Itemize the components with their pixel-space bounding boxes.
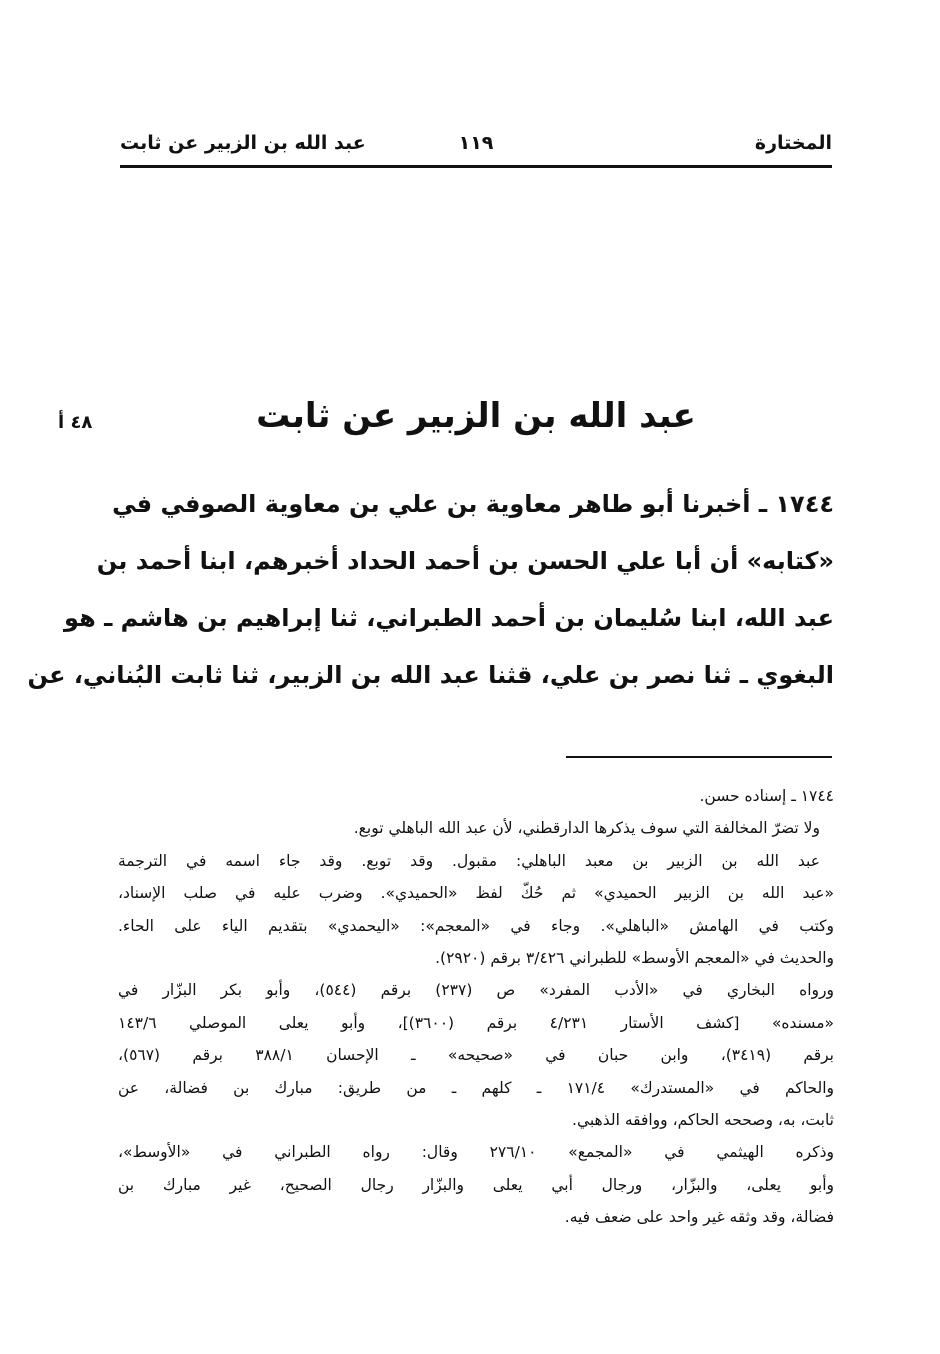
footnote-line: ثابت، به، وصححه الحاكم، ووافقه الذهبي. xyxy=(572,1110,834,1129)
hadith-line: ١٧٤٤ ـ أخبرنا أبو طاهر معاوية بن علي بن معاوية الصوفي في xyxy=(112,490,834,518)
footnote-line: ولا تضرّ المخالفة التي سوف يذكرها الدارقطني، لأن عبد الله الباهلي توبع. xyxy=(353,819,820,838)
hadith-line: عبد الله، ابنا سُليمان بن أحمد الطبراني، ثنا إبراهيم بن هاشم ـ هو xyxy=(64,604,834,632)
footnote-line: فضالة، وقد وثقه غير واحد على ضعف فيه. xyxy=(564,1208,834,1227)
footnote-line: «مسنده» [كشف الأستار ٤/٢٣١ برقم (٣٦٠٠)]، وأبو يعلى الموصلي ١٤٣/٦ xyxy=(118,1013,834,1032)
footnote-line: عبد الله بن الزبير بن معبد الباهلي: مقبول. وقد توبع. وقد جاء اسمه في الترجمة xyxy=(118,851,820,870)
section-title: عبد الله بن الزبير عن ثابت xyxy=(256,396,696,436)
hadith-text xyxy=(27,476,834,704)
page-number: ١١٩ xyxy=(458,132,494,154)
footnote-line: ١٧٤٤ ـ إسناده حسن. xyxy=(699,787,834,805)
section-header-name: عبد الله بن الزبير عن ثابت xyxy=(120,132,366,154)
running-header xyxy=(120,128,832,162)
book-title: المختارة xyxy=(754,132,832,154)
footnote-line: ورواه البخاري في «الأدب المفرد» ص (٢٣٧) برقم (٥٤٤)، وأبو بكر البزّار في xyxy=(118,981,834,1000)
footnote-line: والحديث في «المعجم الأوسط» للطبراني ٣/٤٢٦ برقم (٢٩٢٠). xyxy=(435,948,834,967)
footnote-rule xyxy=(566,756,832,758)
footnote-line: برقم (٣٤١٩)، وابن حبان في «صحيحه» ـ الإحسان ٣٨٨/١ برقم (٥٦٧)، xyxy=(118,1046,834,1065)
manuscript-folio-note: ٤٨ أ xyxy=(58,412,93,433)
footnote-line: «عبد الله بن الزبير الحميدي» ثم حُكّ لفظ «الحميدي». وضرب عليه في صلب الإسناد، xyxy=(118,884,834,903)
footnotes xyxy=(118,780,834,1233)
footnote-line: وذكره الهيثمي في «المجمع» ٢٧٦/١٠ وقال: رواه الطبراني في «الأوسط»، xyxy=(118,1143,834,1162)
header-rule xyxy=(120,165,832,168)
footnote-line: وكتب في الهامش «الباهلي». وجاء في «المعجم»: «اليحمدي» بتقديم الياء على الحاء. xyxy=(118,916,834,935)
hadith-line: البغوي ـ ثنا نصر بن علي، قثنا عبد الله بن الزبير، ثنا ثابت البُناني، عن xyxy=(27,661,834,689)
hadith-line: «كتابه» أن أبا علي الحسن بن أحمد الحداد أخبرهم، ابنا أحمد بن xyxy=(96,547,834,575)
footnote-line: وأبو يعلى، والبزّار، ورجال أبي يعلى والبزّار رجال الصحيح، غير مبارك بن xyxy=(118,1175,834,1194)
footnote-line: والحاكم في «المستدرك» ١٧١/٤ ـ كلهم ـ من طريق: مبارك بن فضالة، عن xyxy=(118,1078,834,1097)
